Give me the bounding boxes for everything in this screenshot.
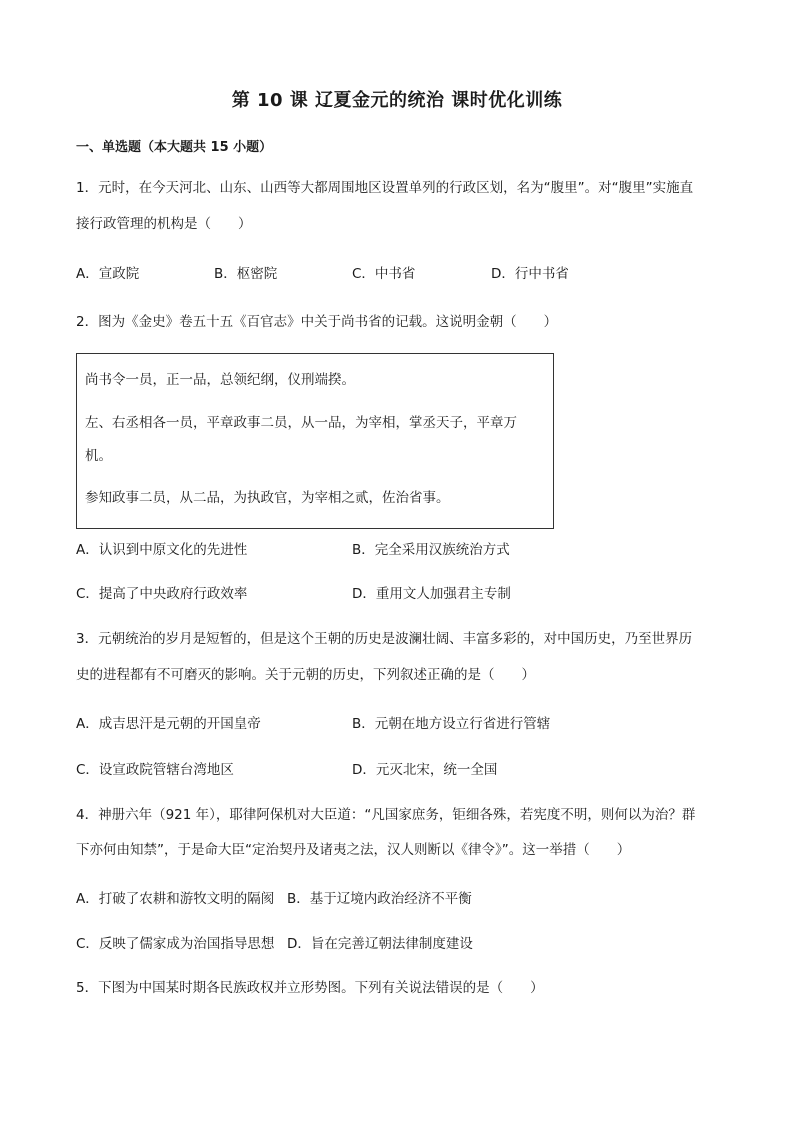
- question-2-option-a: A．认识到中原文化的先进性: [76, 542, 248, 558]
- quote-line-2: 左、右丞相各一员，平章政事二员，从一品，为宰相，掌丞天子，平章万: [85, 415, 517, 431]
- question-1-option-a: A．宣政院: [76, 266, 140, 282]
- question-2-option-b: B．完全采用汉族统治方式: [352, 542, 510, 558]
- question-3-option-b: B．元朝在地方设立行省进行管辖: [352, 716, 551, 732]
- quote-line-1: 尚书令一员，正一品，总领纪纲，仪刑端揆。: [85, 372, 355, 388]
- question-4-option-c: C．反映了儒家成为治国指导思想: [76, 936, 275, 952]
- page-title: 第 10 课 辽夏金元的统治 课时优化训练: [231, 90, 563, 111]
- question-4-option-b: B．基于辽境内政治经济不平衡: [287, 891, 472, 907]
- question-2-option-d: D．重用文人加强君主专制: [352, 586, 511, 602]
- question-2-option-c: C．提高了中央政府行政效率: [76, 586, 248, 602]
- question-1-option-b: B．枢密院: [214, 266, 278, 282]
- question-3-option-c: C．设宣政院管辖台湾地区: [76, 762, 234, 778]
- quote-line-3: 机。: [85, 448, 112, 464]
- question-1-stem-line-1: 1．元时，在今天河北、山东、山西等大都周围地区设置单列的行政区划，名为“腹里”。对“腹里”实施直: [76, 180, 694, 196]
- question-4-stem-line-1: 4．神册六年（921 年），耶律阿保机对大臣道：“凡国家庶务，钜细各殊，若宪度不明，则何以为治？群: [76, 807, 696, 823]
- question-1-stem-line-2: 接行政管理的机构是（ ）: [76, 216, 252, 232]
- section-heading: 一、单选题（本大题共 15 小题）: [76, 140, 273, 155]
- question-4-option-a: A．打破了农耕和游牧文明的隔阂: [76, 891, 275, 907]
- question-1-option-c: C．中书省: [352, 266, 416, 282]
- question-3-stem-line-2: 史的进程都有不可磨灭的影响。关于元朝的历史，下列叙述正确的是（ ）: [76, 667, 535, 683]
- question-3-stem-line-1: 3．元朝统治的岁月是短暂的，但是这个王朝的历史是波澜壮阔、丰富多彩的，对中国历史，乃至世界历: [76, 631, 693, 647]
- quote-box: [76, 353, 554, 529]
- quote-line-4: 参知政事二员，从二品，为执政官，为宰相之贰，佐治省事。: [85, 490, 450, 506]
- question-3-option-a: A．成吉思汗是元朝的开国皇帝: [76, 716, 261, 732]
- question-4-option-d: D．旨在完善辽朝法律制度建设: [287, 936, 473, 952]
- question-1-option-d: D．行中书省: [491, 266, 569, 282]
- question-5-stem-line-1: 5．下图为中国某时期各民族政权并立形势图。下列有关说法错误的是（ ）: [76, 980, 544, 996]
- question-2-stem-line-1: 2．图为《金史》卷五十五《百官志》中关于尚书省的记载。这说明金朝（ ）: [76, 314, 558, 330]
- question-4-stem-line-2: 下亦何由知禁”，于是命大臣“定治契丹及诸夷之法，汉人则断以《律令》”。这一举措（ ）: [76, 842, 631, 858]
- question-3-option-d: D．元灭北宋，统一全国: [352, 762, 498, 778]
